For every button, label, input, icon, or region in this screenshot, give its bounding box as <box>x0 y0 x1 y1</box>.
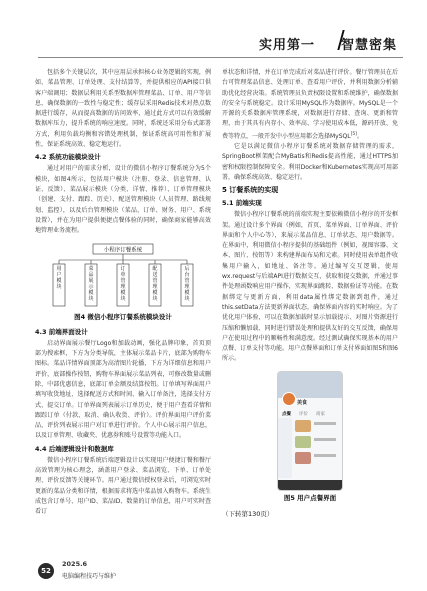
dish-image <box>295 420 311 432</box>
module-label-char: 理 <box>120 284 126 291</box>
paragraph: 微信小程序订餐系统后端逻辑设计以实现用户便捷订餐和餐厅高效管理为核心理念，涵盖用户登录、菜品浏览、下单、订单处理、评价反馈等关键环节。用户通过微信授权登录后，可浏览实时更新的菜品分类和详情，根据需求将选中菜品加入购物车。系统生成包含订单号、用户ID、菜品ID、数量的订单信息，用户可实时查看订 <box>35 456 211 516</box>
module-label-char: 模 <box>152 290 158 297</box>
left-column <box>35 68 211 518</box>
header-subtitle: 智慧密集 <box>340 38 397 53</box>
section-heading: 4.4 后端逻辑设计和数据库 <box>35 444 114 453</box>
module-label-char: 块 <box>120 296 126 303</box>
dish-text <box>314 438 336 441</box>
continued-note: （下转第130页） <box>222 510 274 519</box>
module-diagram <box>35 242 211 310</box>
module-label-char: 送 <box>152 272 158 279</box>
root-label: 小程序订餐系统 <box>103 247 143 254</box>
module-label-char: 单 <box>120 272 126 279</box>
running-header <box>0 0 427 60</box>
figure-5-caption: 图5 用户点餐界面 <box>283 493 337 502</box>
module-label-char: 管 <box>184 278 190 285</box>
module-label-char: 模 <box>184 290 190 297</box>
module-label-char: 示 <box>88 284 94 291</box>
paragraph: 单状态和详情，并在订单完成后对菜品进行评价。餐厅管理员在后台可管理菜品信息、处理订单、查看用户评价，并利用数据分析辅助优化经营决策。系统管理员负责权限设置和系统维护，确保数据的安全与系统稳定。设计采用MySQL作为数据库。MySQL是一个开源的关系数据库管理系统，对数据进行存储、查询、更新和管理，由于其具有内存小、效率高、学习使用成本低，源码开放、免费等特点，一般开发中小型应用都会选择MySQL[5]。 <box>222 69 398 140</box>
shop-name: 美食 <box>297 399 308 406</box>
dish-text <box>314 422 336 425</box>
section-heading: 5 订餐系统的实现 <box>222 186 279 195</box>
category-sidebar <box>278 418 292 478</box>
module-label-char: 模 <box>56 278 62 285</box>
module-label-char: 模 <box>88 290 94 297</box>
module-label-char: 管 <box>152 278 158 285</box>
module-label-char: 块 <box>184 296 190 303</box>
module-label-char: 订 <box>120 266 126 273</box>
module-label-char: 模 <box>120 290 126 297</box>
module-label-char: 块 <box>88 296 94 303</box>
issue-date: 2025.6 <box>62 560 88 568</box>
dish-image <box>295 436 311 448</box>
paragraph: 启动界面展示餐厅Logo和加载动画，强化品牌印象，首页顶部为搜索框，下方为分类导航，主体展示菜品卡片，底部为购物车图标。菜品详情界面顶部为高清图片轮播，下方为详细信息和用户评价，底部操作按钮，购物车界面展示菜品列表，可修改数量或删除，中部优惠信息，底部订单金额及结算按钮。订单填写界面用户填写收货地址、选择配送方式和时间、输入订单备注，选择支付方式、提交订单。订单界面列表展示订单历史，便于用户查看详情和跟踪订单（付款、取消、确认收货、评价）。评价界面用户评价菜品，评价列表展示用户对订单进行评价。个人中心展示用户信息，以及订单管理、收藏夹、优惠券和账号设置等功能入口。 <box>35 339 211 440</box>
module-label-char: 理 <box>184 284 190 291</box>
journal-name: 电脑编程技巧与维护 <box>62 573 117 580</box>
paragraph: 包括多个关键层次，其中应用层承担核心业务逻辑的实现，例如，菜品管理、订单处理、支付结算等，并提供相应的API接口供客户端调用；数据层利用关系型数据库管理菜品、订单、用户等信息，确保数据的一致性与稳定性；缓存层采用Redis技术对热点数据进行缓存，从而提高数据的访问效率，通过此方式可以有效缓解数据库压力，提升系统的响应速度。同时，系统还采用分布式部署方式，利用负载均衡和容错处理机制，保证系统高可用性和扩展性，保证系统高效、稳定地运行。 <box>35 69 211 149</box>
module-label-char: 理 <box>152 284 158 291</box>
shop-logo <box>282 392 296 406</box>
tab-review[interactable]: 评价 <box>299 411 308 417</box>
module-label-char: 用 <box>56 266 62 273</box>
page-footer <box>0 551 427 591</box>
phone-screenshot <box>277 371 343 491</box>
paragraph: 微信小程序订餐系统的前端实现主要依赖微信小程序的开发框架。通过设计多个界面（例如，首页、菜单界面、订单界面、评价界面和个人中心等），来展示菜品信息、订单状态、用户数据等。在界面中，利用微信小程序提供的基础组件（例如，视图容器、文本、图片、按钮等）来构建界面布局和元素。同时使用表单组件收集用户输入，如地址、备注等。通过编写交互逻辑，使用wx.request与后端API进行数据交互，获取和提交数据，并通过事件处理函数响应用户操作，实现界面跳转、数据验证等功能。在数据绑定与更新方面，利用data属性绑定数据到组件，通过this.setData方法更新界面状态，确保界面内容的实时响应。为了优化用户体验，可以在数据加载时显示加载提示、对图片资源进行压缩和懒加载、同时进行错误处理和提供友好的交互反馈，确保用户在使用过程中的顺畅性和满意度。经过测试确保实现基本的用户点餐、订单支付等功能。用户点餐界面和订单支付界面如图5和图6所示。 <box>222 211 398 363</box>
right-column <box>222 68 398 519</box>
tab-shop[interactable]: 商家 <box>316 411 325 417</box>
module-label-char: 后 <box>184 266 190 273</box>
module-label-char: 户 <box>56 272 62 279</box>
module-tree-svg <box>35 242 211 310</box>
header-title: 实用第一 <box>258 38 315 53</box>
section-heading: 4.3 前端界面设计 <box>35 327 88 336</box>
tab-order[interactable]: 点餐 <box>282 411 291 417</box>
figure-4-caption: 图4 微信小程序订餐系统模块设计 <box>74 313 172 322</box>
module-label-char: 管 <box>120 278 126 285</box>
module-label-char: 台 <box>184 272 190 279</box>
section-heading: 4.2 系统功能模块设计 <box>35 153 101 162</box>
dish-image <box>295 452 311 464</box>
module-label-char: 块 <box>56 284 62 291</box>
subsection-heading: 5.1 前端实现 <box>222 199 262 208</box>
module-label-char: 配 <box>152 266 158 273</box>
page-number: 52 <box>38 563 54 579</box>
paragraph: 通过对用户的需求分析，设计的微信小程序订餐系统分为5个模块，如图4所示，包括用户模块（注册、登录、信息管理、认证、反馈）、菜品展示模块（分类、详情、推荐）、订单管理模块（创建、支付、跟踪、历史）、配送管理模块（人员管理、路线规划、监控），以及后台管理模块（菜品、订单、财务、用户、系统设置），并在为用户提供便捷点餐体验的同时，确保商家能够高效地管理业务流程。 <box>35 165 211 235</box>
module-label-char: 块 <box>152 296 158 303</box>
header-rule <box>38 57 403 58</box>
cart-bar[interactable] <box>278 480 342 490</box>
paragraph: 它是以满足微信小程序订餐系统对数据存储管理的需求，SpringBoot框架配合MyBatis和Redis提高性能，通过HTTPS加密和权限控制保障安全。利用Docker和Kubernetes实现高可用部署，确保系统高效、稳定运行。 <box>222 143 398 181</box>
module-label-char: 品 <box>88 272 94 279</box>
dish-text <box>314 454 336 457</box>
module-label-char: 展 <box>88 278 94 285</box>
module-label-char: 菜 <box>88 266 94 273</box>
